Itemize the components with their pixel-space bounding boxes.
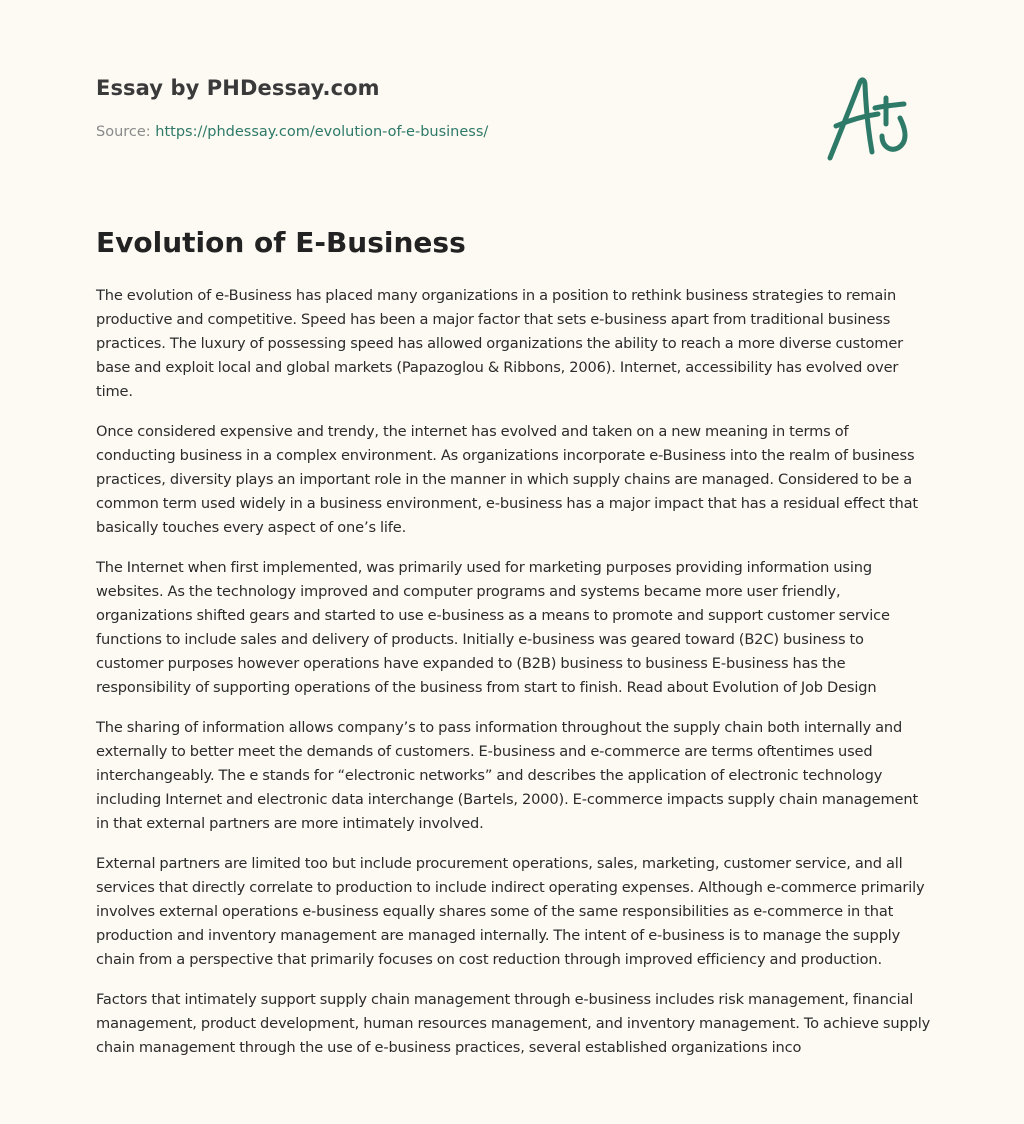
essay-paragraph: The Internet when first implemented, was primarily used for marketing purposes providing information using websites. As the technology improved and computer programs and systems became more user friendly, organizations shifted gears and started to use e-business as a means to promote and support customer service functions to include sales and delivery of products. Initially e-business was geared toward (B2C) business to customer purposes however operations have expanded to (B2B) business to business E-business has the responsibility of supporting operations of the business from start to finish. Read about Evolution of Job Design: [96, 559, 890, 696]
essay-paragraph: External partners are limited too but include procurement operations, sales, marketing, customer service, and all services that directly correlate to production to include indirect operating expenses. Although e-commerce primarily involves external operations e-business equally shares some of the same responsibilities as e-commerce in that production and inventory management are managed internally. The intent of e-business is to manage the supply chain from a perspective that primarily focuses on cost reduction through improved efficiency and production.: [96, 855, 925, 968]
essay-paragraph: The sharing of information allows company’s to pass information throughout the supply chain both internally and externally to better meet the demands of customers. E-business and e-commerce are terms oftentimes used interchangeably. The e stands for “electronic networks” and describes the application of electronic technology including Internet and electronic data interchange (Bartels, 2000). E-commerce impacts supply chain management in that external partners are more intimately involved.: [96, 719, 919, 832]
essay-paragraph: Factors that intimately support supply chain management through e-business includes risk management, financial management, product development, human resources management, and inventory management. To achieve supply chain management through the use of e-business practices, several established organizations inco: [96, 991, 931, 1056]
page-title: Evolution of E-Business: [96, 226, 466, 259]
source-link[interactable]: https://phdessay.com/evolution-of-e-business/: [155, 124, 489, 140]
essay-body: [96, 284, 931, 1076]
source-label: Source:: [96, 124, 156, 140]
site-brand: Essay by PHDessay.com: [96, 76, 380, 100]
source-line: [96, 124, 488, 140]
a-plus-grade-icon: [822, 68, 932, 168]
essay-paragraph: The evolution of e-Business has placed many organizations in a position to rethink business strategies to remain productive and competitive. Speed has been a major factor that sets e-business apart from traditional business practices. The luxury of possessing speed has allowed organizations the ability to reach a more diverse customer base and exploit local and global markets (Papazoglou & Ribbons, 2006). Internet, accessibility has evolved over time.: [96, 287, 904, 400]
essay-paragraph: Once considered expensive and trendy, the internet has evolved and taken on a new meaning in terms of conducting business in a complex environment. As organizations incorporate e-Business into the realm of business practices, diversity plays an important role in the manner in which supply chains are managed. Considered to be a common term used widely in a business environment, e-business has a major impact that has a residual effect that basically touches every aspect of one’s life.: [96, 423, 918, 536]
